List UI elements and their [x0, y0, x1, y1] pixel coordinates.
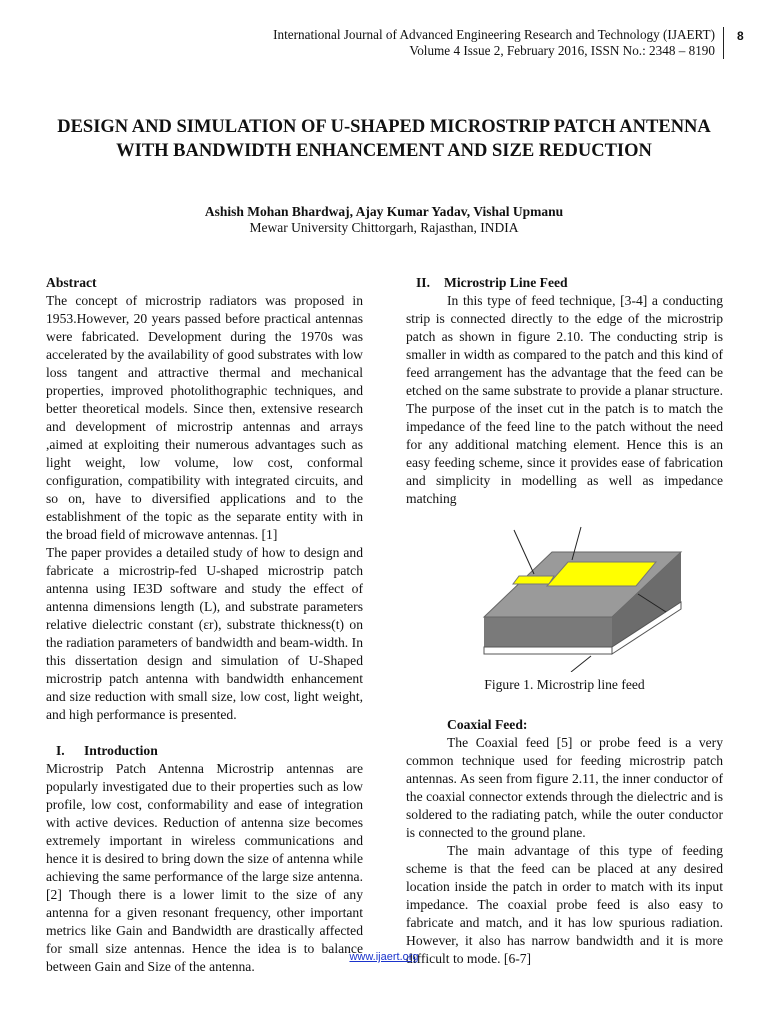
- feed-heading: [406, 274, 723, 292]
- ground-plane: [484, 647, 612, 654]
- figure-caption: Figure 1. Microstrip line feed: [484, 677, 645, 692]
- right-column: [406, 274, 723, 968]
- intro-paragraph: Microstrip Patch Antenna Microstrip antennas are popularly investigated due to their properties such as low profile, low cost, conformability and ease of integration with active devices. Reduction of antenna size becomes extremely important in wireless communications and hence it is desired to bring down the size of antenna while achieving the same performance of the large size antenna.[2] Though there is a lower limit to the size of any antenna for a given resonant frequency, other important metrics like Gain and Bandwidth are drastically affected for small size antennas. Hence the idea is to balance between Gain and Size of the antenna.: [46, 761, 363, 974]
- abstract-paragraph: The concept of microstrip radiators was proposed in 1953.However, 20 years passed before practical antennas were fabricated. Development during the 1970s was accelerated by the availability of good substrates with low loss tangent and attractive thermal and mechanical properties, improved photolithographic techniques, and better theoretical models. Since then, extensive research and development of microstrip antennas and arrays ,aimed at exploiting their numerous advantages such as light weight, low volume, low cost, conformal configuration, compatibility with integrated circuits, and so on, have to diversified applications and to the establishment of the topic as the separate entity with in the broad field of microwave antennas. [1]: [46, 293, 363, 542]
- section-number: II.: [416, 275, 430, 290]
- coax-paragraph: The Coaxial feed [5] or probe feed is a very common technique used for feeding microstrip patch antennas. As seen from figure 2.11, the inner conductor of the coaxial connector extends through the dielectric and is soldered to the radiating patch, while the outer conductor is connected to the ground plane.: [406, 735, 723, 840]
- journal-name: International Journal of Advanced Engineering Research and Technology (IJAERT): [273, 27, 715, 42]
- section-title: Introduction: [84, 743, 158, 758]
- paper-title: DESIGN AND SIMULATION OF U-SHAPED MICROSTRIP PATCH ANTENNA WITH BANDWIDTH ENHANCEMENT AND SIZE REDUCTION: [57, 117, 711, 161]
- affiliation: Mewar University Chittorgarh, Rajasthan, INDIA: [249, 220, 519, 235]
- left-column: [46, 274, 363, 976]
- abstract-heading: Abstract: [46, 275, 97, 290]
- abstract-paragraph: The paper provides a detailed study of how to design and fabricate a microstrip-fed U-shaped microstrip patch antenna using IE3D software and study the effect of antenna dimensions length (L), and substrate parameters relative dielectric constant (εr), substrate thickness(t) on the radiation parameters of bandwidth and beam-width. In this dissertation design and simulation of U-Shaped microstrip patch antenna with bandwidth enhancement and size reduction with small size, low cost, light weight, and high performance is presented.: [46, 545, 363, 722]
- section-title: Microstrip Line Feed: [444, 275, 568, 290]
- coax-heading: Coaxial Feed:: [447, 717, 528, 732]
- authors: Ashish Mohan Bhardwaj, Ajay Kumar Yadav, Vishal Upmanu: [204, 204, 564, 219]
- feed-line: [513, 576, 554, 584]
- section-number: I.: [56, 743, 65, 758]
- figure-microstrip-feed: [406, 522, 723, 692]
- intro-heading: [46, 742, 363, 760]
- antenna-diagram: [406, 522, 723, 672]
- coax-paragraph: The main advantage of this type of feeding scheme is that the feed can be placed at any desired location inside the patch in order to match with its input impedance. The coaxial probe feed is also easy to fabricate and match, and it has low spurious radiation. However, it also has narrow bandwidth and it is more difficult to mode. [6-7]: [406, 843, 723, 966]
- running-header: [273, 27, 724, 59]
- page-number: 8: [737, 29, 744, 43]
- issue-info: Volume 4 Issue 2, February 2016, ISSN No.: 2348 – 8190: [409, 43, 715, 58]
- feed-paragraph: In this type of feed technique, [3-4] a conducting strip is connected directly to the edge of the microstrip patch as shown in figure 2.10. The conducting strip is smaller in width as compared to the patch and this kind of feed arrangement has the advantage that the feed can be etched on the same substrate to provide a planar structure. The purpose of the inset cut in the patch is to match the impedance of the feed line to the patch without the need for any additional matching element. Hence this is an easy feeding scheme, since it provides ease of fabrication and simplicity in modelling as well as impedance matching: [406, 293, 723, 506]
- footer-link[interactable]: www.ijaert.org: [349, 951, 419, 963]
